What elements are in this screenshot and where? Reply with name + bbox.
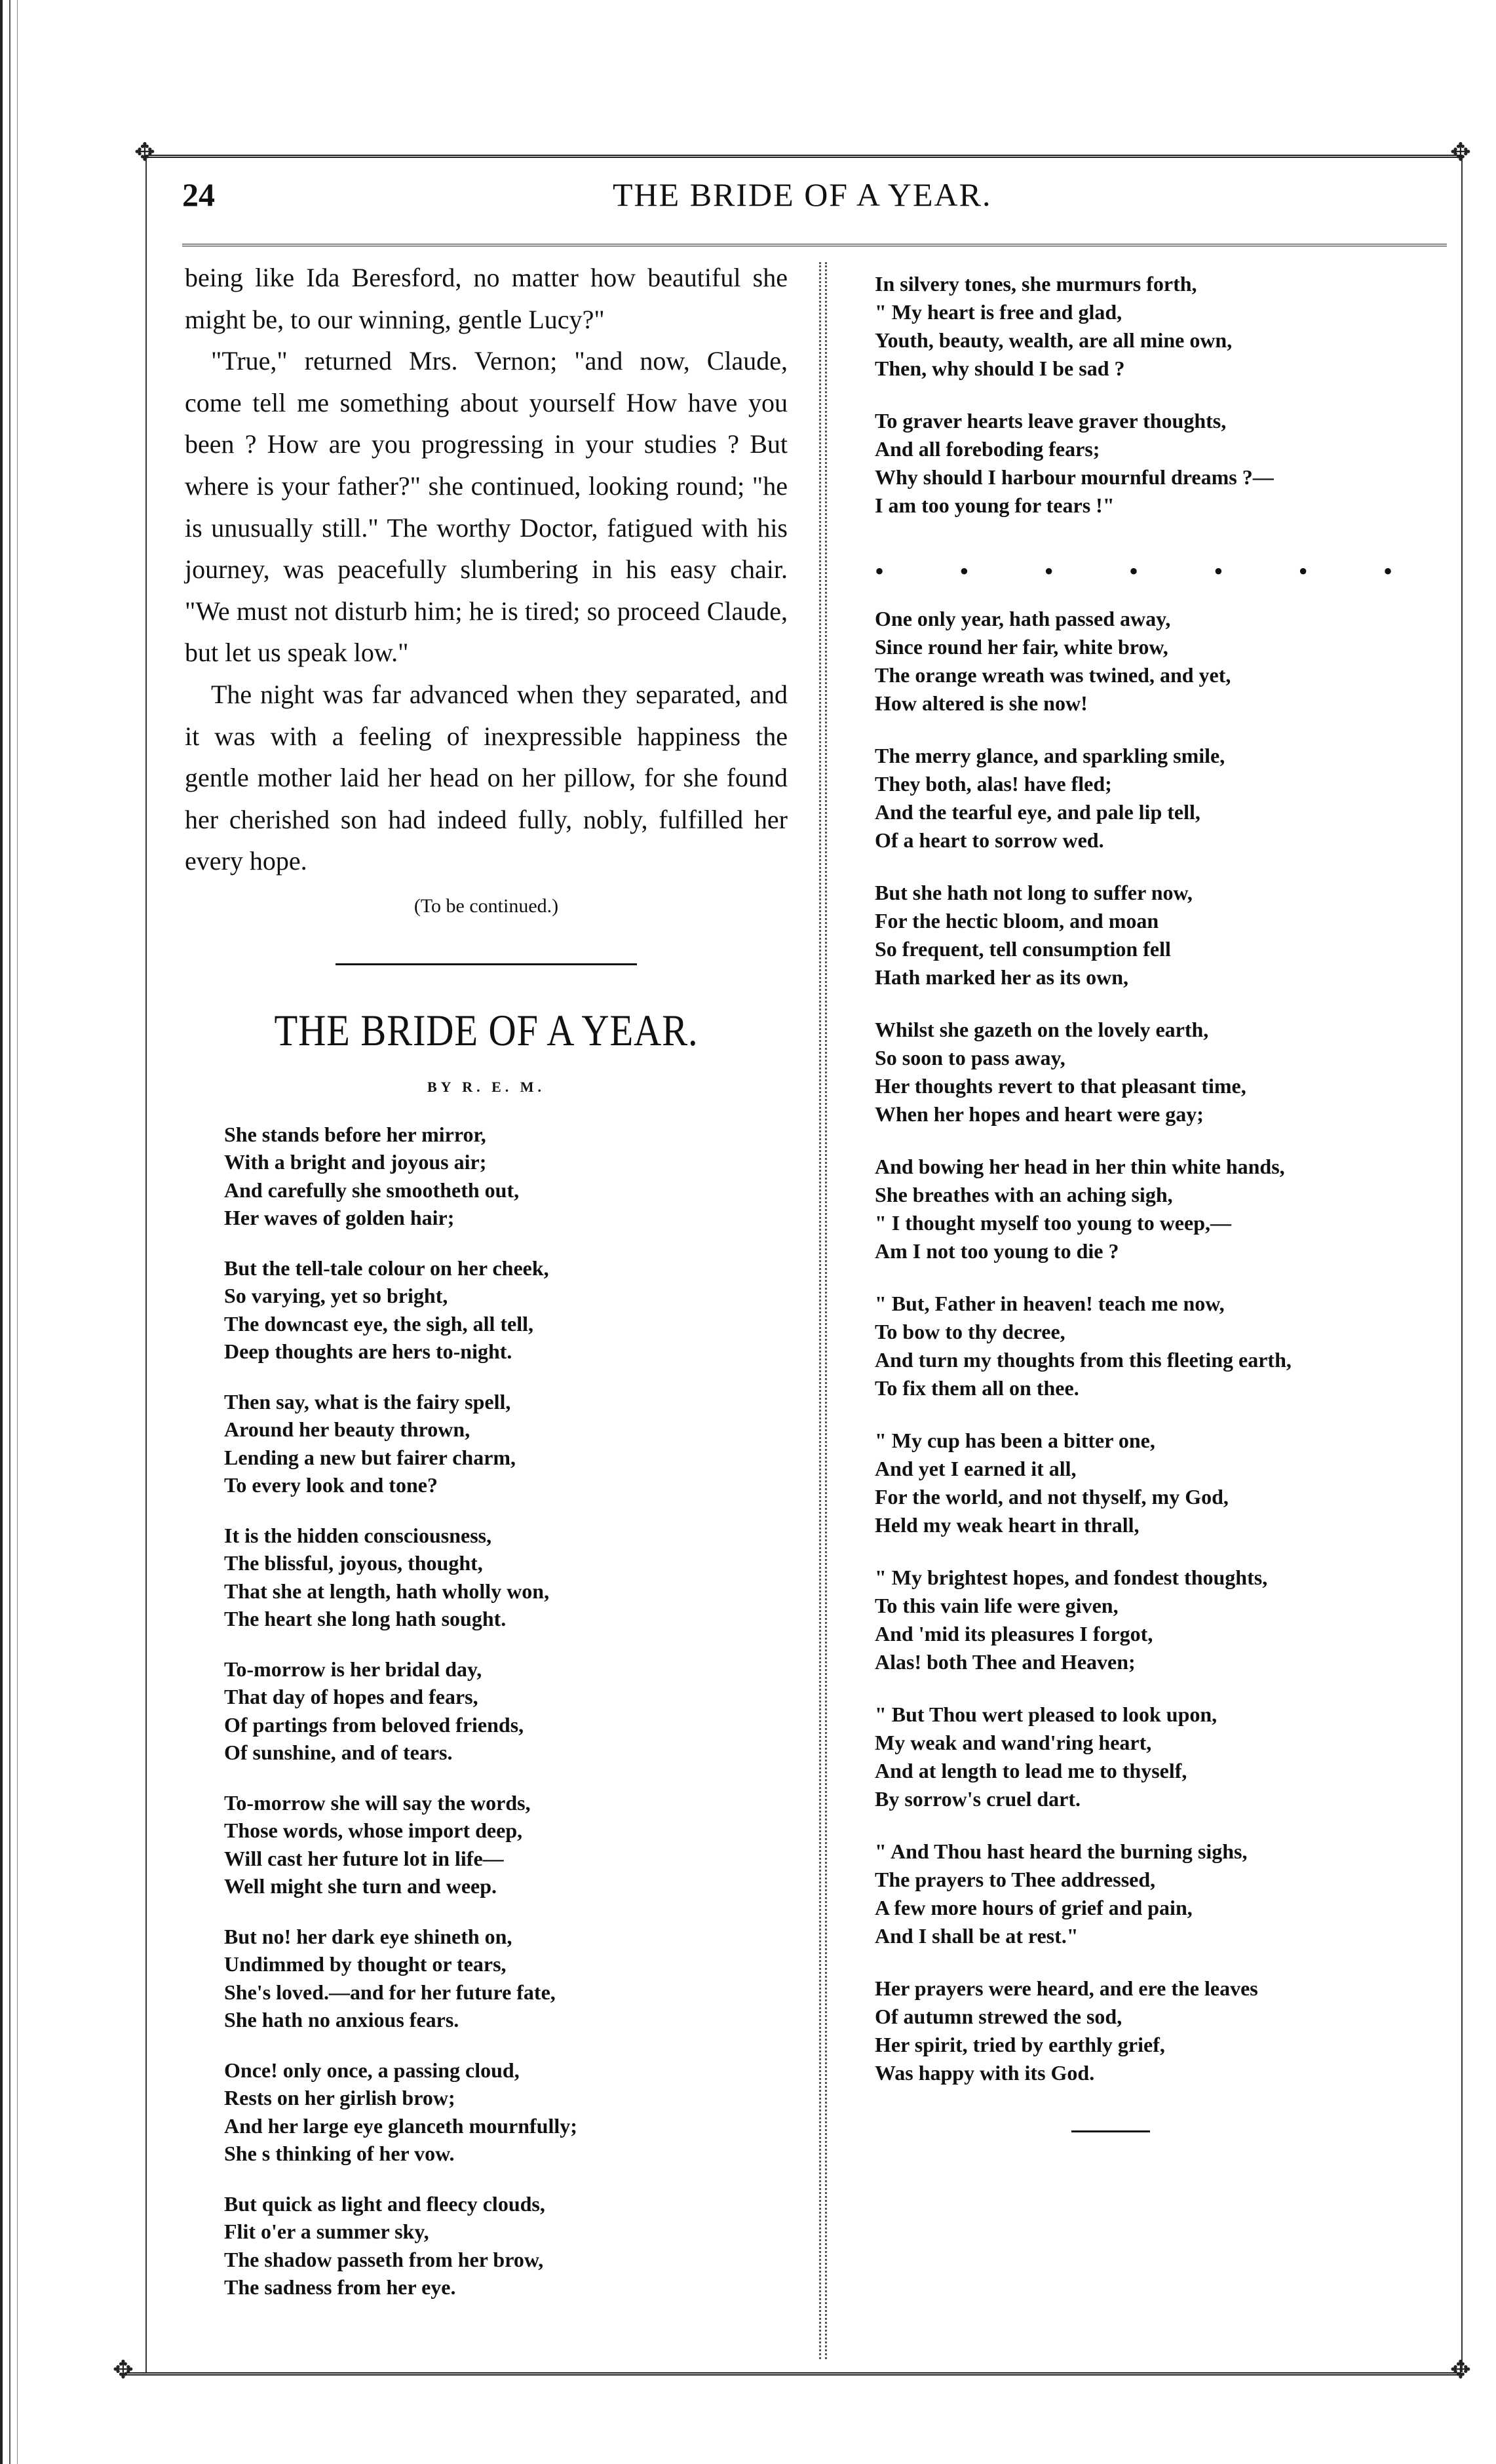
stanza — [875, 1016, 1445, 1128]
poem-line: To this vain life were given, — [875, 1594, 1119, 1617]
poem-line: So frequent, tell consumption fell — [875, 937, 1171, 961]
stanza — [224, 1789, 788, 1900]
poem-line: How altered is she now! — [875, 691, 1088, 715]
poem-line: Held my weak heart in thrall, — [875, 1513, 1140, 1537]
poem-line: Of a heart to sorrow wed. — [875, 828, 1104, 852]
poem-line: For the world, and not thyself, my God, — [875, 1485, 1229, 1509]
poem-line: And her large eye glanceth mournfully; — [224, 2113, 577, 2138]
poem-line: " But Thou wert pleased to look upon, — [875, 1703, 1218, 1726]
poem-line: Of partings from beloved friends, — [224, 1712, 524, 1737]
poem-line: To fix them all on thee. — [875, 1376, 1079, 1400]
break-dot: • — [1383, 556, 1392, 586]
break-dot: • — [959, 556, 969, 586]
stanza — [224, 1655, 788, 1767]
poem-line: Youth, beauty, wealth, are all mine own, — [875, 328, 1233, 352]
poem-line: " My cup has been a bitter one, — [875, 1429, 1155, 1452]
poem-line: " And Thou hast heard the burning sighs, — [875, 1839, 1248, 1863]
poem-line: Flit o'er a summer sky, — [224, 2220, 429, 2244]
poem-line: When her hopes and heart were gay; — [875, 1102, 1204, 1126]
continued-note: (To be continued.) — [413, 895, 559, 917]
stanza — [224, 1923, 788, 2034]
break-dot: • — [1128, 556, 1138, 586]
poem-line: " I thought myself too young to weep,— — [875, 1211, 1231, 1235]
stanza — [875, 742, 1445, 855]
poem-line: And I shall be at rest." — [875, 1924, 1079, 1948]
poem-line: For the hectic bloom, and moan — [875, 909, 1159, 933]
poem-line: Once! only once, a passing cloud, — [224, 2058, 520, 2082]
poem-line: It is the hidden consciousness, — [224, 1523, 492, 1547]
frame-bottom-border — [125, 2372, 1461, 2376]
poem-line: The heart she long hath sought. — [224, 1607, 507, 1631]
end-rule — [1071, 2130, 1150, 2132]
poem-line: I am too young for tears !" — [875, 493, 1115, 517]
poem-line: The blissful, joyous, thought, — [224, 1551, 483, 1575]
frame-left-border — [145, 155, 147, 2372]
poem-line: And bowing her head in her thin white hands, — [875, 1155, 1285, 1178]
stanza — [875, 1564, 1445, 1676]
corner-ornament-icon: ✥ — [113, 2357, 134, 2384]
poem-right-stanzas-part2 — [875, 605, 1445, 2087]
poem-line: The merry glance, and sparkling smile, — [875, 744, 1225, 767]
poem-line: Of sunshine, and of tears. — [224, 1741, 453, 1765]
story-ending — [185, 257, 788, 882]
poem-line: She stands before her mirror, — [224, 1122, 486, 1146]
poem-left-stanzas — [185, 1121, 788, 2301]
poem-line: Lending a new but fairer charm, — [224, 1445, 516, 1469]
break-dot: • — [875, 556, 885, 586]
poem-line: And 'mid its pleasures I forgot, — [875, 1622, 1153, 1646]
poem-line: To bow to thy decree, — [875, 1320, 1065, 1343]
running-title: THE BRIDE OF A YEAR. — [613, 176, 992, 213]
frame-right-border — [1461, 155, 1463, 2372]
stanza — [875, 1427, 1445, 1539]
poem-line: The orange wreath was twined, and yet, — [875, 663, 1231, 687]
poem-line: She's loved.—and for her future fate, — [224, 1980, 556, 2004]
poem-line: Alas! both Thee and Heaven; — [875, 1650, 1136, 1674]
break-dot: • — [1044, 556, 1054, 586]
stanza — [875, 879, 1445, 991]
poem-line: So varying, yet so bright, — [224, 1284, 448, 1308]
poem-line: And all foreboding fears; — [875, 437, 1100, 461]
poem-line: My weak and wand'ring heart, — [875, 1731, 1152, 1754]
stanza — [224, 1121, 788, 1232]
poem-line: But she hath not long to suffer now, — [875, 881, 1193, 904]
poem-line: Rests on her girlish brow; — [224, 2086, 455, 2110]
column-divider — [819, 262, 827, 2359]
poem-line: Well might she turn and weep. — [224, 1874, 497, 1898]
poem-line: Her spirit, tried by earthly grief, — [875, 2033, 1165, 2056]
poem-line: Her waves of golden hair; — [224, 1206, 455, 1230]
poem-line: " My heart is free and glad, — [875, 300, 1122, 324]
poem-line: One only year, hath passed away, — [875, 607, 1171, 630]
poem-line: Her thoughts revert to that pleasant time, — [875, 1074, 1246, 1098]
poem-byline: BY R. E. M. — [427, 1078, 546, 1095]
paragraph: The night was far advanced when they separated, and it was with a feeling of inexpressible happiness the gentle mother laid her head on her pillow, for she found her cherished son had indeed fully, nobly, fulfilled her every hope. — [185, 679, 788, 876]
poem-line: And the tearful eye, and pale lip tell, — [875, 800, 1200, 824]
binding-edge — [0, 0, 30, 2464]
corner-ornament-icon: ✥ — [1450, 139, 1471, 166]
poem-line: But the tell-tale colour on her cheek, — [224, 1256, 549, 1280]
poem-line: " But, Father in heaven! teach me now, — [875, 1292, 1225, 1315]
poem-line: " My brightest hopes, and fondest thoughts, — [875, 1566, 1268, 1589]
poem-line: Then say, what is the fairy spell, — [224, 1389, 511, 1414]
corner-ornament-icon: ✥ — [1450, 2357, 1471, 2384]
poem-line: Deep thoughts are hers to-night. — [224, 1339, 512, 1364]
stanza — [224, 1522, 788, 1633]
paragraph: "True," returned Mrs. Vernon; "and now, Claude, come tell me something about yourself How have you been ? How are you progressing in your studies ? But where is your father?" she continued, looking round; "he is unusually still." The worthy Doctor, fatigued with his journey, was peacefully slumbering in his easy chair. "We must not disturb him; he is tired; so proceed Claude, but let us speak low." — [185, 346, 788, 668]
poem-line: A few more hours of grief and pain, — [875, 1896, 1193, 1919]
poem-line: By sorrow's cruel dart. — [875, 1787, 1081, 1811]
stanza — [224, 1254, 788, 1366]
right-column — [875, 270, 1445, 2132]
stanza — [875, 605, 1445, 718]
poem-line: Was happy with its God. — [875, 2061, 1095, 2085]
stanza — [224, 2190, 788, 2301]
stanza — [224, 1388, 788, 1499]
page-number: 24 — [182, 176, 215, 213]
poem-line: The prayers to Thee addressed, — [875, 1868, 1156, 1891]
left-column — [185, 257, 788, 2324]
poem-line: Her prayers were heard, and ere the leaves — [875, 1976, 1258, 2000]
poem-line: Hath marked her as its own, — [875, 965, 1128, 989]
poem-line: That she at length, hath wholly won, — [224, 1579, 550, 1603]
corner-ornament-icon: ✥ — [134, 139, 155, 166]
poem-line: She breathes with an aching sigh, — [875, 1183, 1173, 1206]
poem-line: Whilst she gazeth on the lovely earth, — [875, 1018, 1209, 1041]
stanza — [875, 1838, 1445, 1950]
poem-line: To every look and tone? — [224, 1473, 438, 1497]
stanza — [875, 1153, 1445, 1265]
poem-line: So soon to pass away, — [875, 1046, 1065, 1069]
stanza — [875, 1290, 1445, 1402]
header-rule — [182, 244, 1447, 246]
stanza — [875, 1974, 1445, 2087]
poem-line: In silvery tones, she murmurs forth, — [875, 272, 1197, 296]
poem-line: Will cast her future lot in life— — [224, 1846, 504, 1870]
frame-top-border — [145, 155, 1463, 158]
section-break — [875, 544, 1392, 605]
break-dot: • — [1214, 556, 1223, 586]
poem-line: To-morrow she will say the words, — [224, 1790, 531, 1815]
poem-line: Since round her fair, white brow, — [875, 635, 1168, 659]
poem-line: But no! her dark eye shineth on, — [224, 1924, 512, 1948]
poem-line: And turn my thoughts from this fleeting earth, — [875, 1348, 1292, 1372]
poem-title: THE BRIDE OF A YEAR. — [274, 1005, 699, 1055]
section-rule — [336, 963, 637, 965]
poem-line: The shadow passeth from her brow, — [224, 2247, 544, 2271]
poem-line: Those words, whose import deep, — [224, 1819, 523, 1843]
poem-line: She s thinking of her vow. — [224, 2142, 455, 2166]
poem-right-stanzas-part1 — [875, 270, 1445, 520]
stanza — [875, 407, 1445, 520]
poem-line: With a bright and joyous air; — [224, 1150, 487, 1174]
poem-line: And at length to lead me to thyself, — [875, 1759, 1187, 1782]
poem-line: Then, why should I be sad ? — [875, 356, 1125, 380]
stanza — [224, 2056, 788, 2168]
poem-line: That day of hopes and fears, — [224, 1685, 478, 1709]
stanza — [875, 270, 1445, 383]
paragraph: being like Ida Beresford, no matter how beautiful she might be, to our winning, gentle Lucy?" — [185, 263, 788, 334]
poem-line: And carefully she smootheth out, — [224, 1178, 520, 1202]
break-dot: • — [1298, 556, 1308, 586]
poem-line: Why should I harbour mournful dreams ?— — [875, 465, 1274, 489]
poem-line: Undimmed by thought or tears, — [224, 1952, 507, 1976]
poem-line: They both, alas! have fled; — [875, 772, 1112, 796]
poem-line: And yet I earned it all, — [875, 1457, 1077, 1480]
stanza — [875, 1701, 1445, 1813]
poem-line: The sadness from her eye. — [224, 2275, 456, 2300]
poem-line: She hath no anxious fears. — [224, 2008, 459, 2032]
poem-line: To-morrow is her bridal day, — [224, 1657, 482, 1681]
poem-line: The downcast eye, the sigh, all tell, — [224, 1311, 533, 1336]
poem-line: Am I not too young to die ? — [875, 1239, 1119, 1263]
poem-line: Of autumn strewed the sod, — [875, 2005, 1122, 2028]
poem-line: Around her beauty thrown, — [224, 1417, 470, 1442]
poem-line: To graver hearts leave graver thoughts, — [875, 409, 1227, 433]
poem-line: But quick as light and fleecy clouds, — [224, 2191, 545, 2216]
